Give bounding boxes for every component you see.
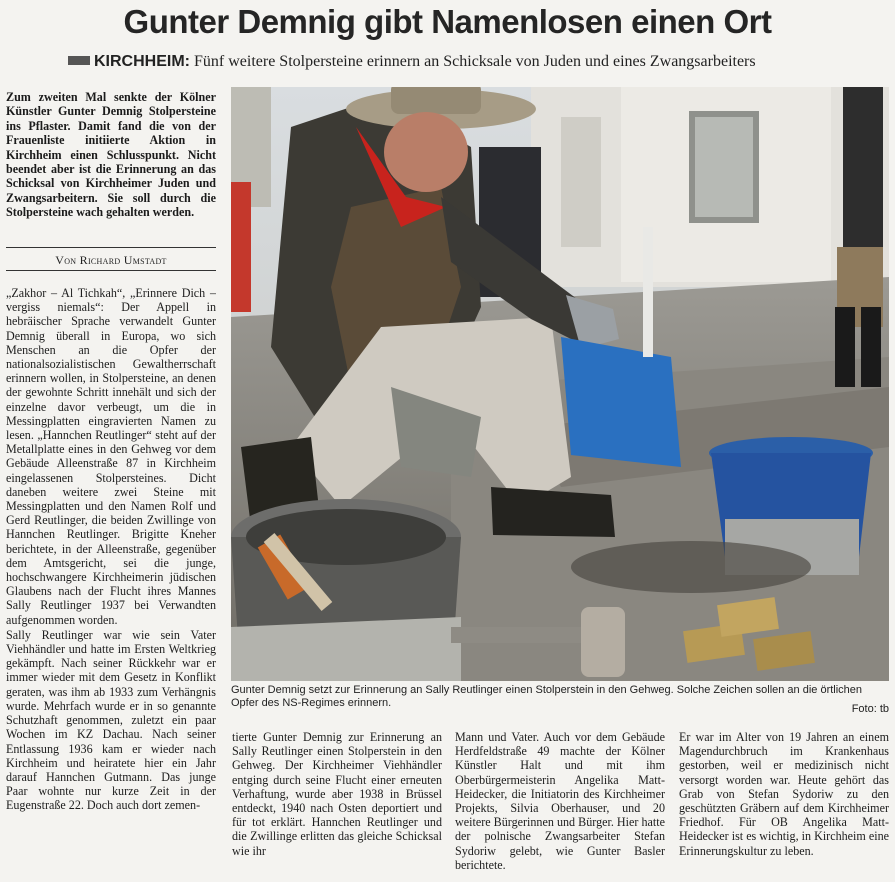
article-photo [231, 87, 889, 681]
paragraph: tierte Gunter Demnig zur Erinnerung an Sally Reutlinger einen Stolperstein in den Gehweg. Der Kirchheimer Viehhändler entging durch seine Flucht einer erneuten Verhaftung, wurde aber 1938 in Brüssel entdeckt, 1940 nach Osten deportiert und für tot erklärt. Hannchen Reutlinger und die Zwillinge erlitten das gleiche Schicksal wie ihr [232, 730, 442, 858]
paragraph: „Zakhor – Al Tichkah“, „Erinnere Dich – vergiss niemals“: Der Appell in hebräischer Sprache verwandelt Gunter Demnig überall in Europa, wo sich Menschen an die Opfer der nationalsozialistischen Gewaltherrschaft erinnern wollen, in Stolpersteine, an denen der gewohnte Schritt innehält und sich der einzelne davor verbeugt, um die in Messingplatten eingravierten Namen zu lesen. „Hannchen Reutlinger“ steht auf der Metallplatte eines in den Gehweg vor dem Gebäude Alleenstraße 87 in Kirchheim eingelassenen Stolpersteines. Dicht daneben weitere zwei Steine mit Messingplatten und den Namen Rolf und Gerd Reutlinger, die beiden Zwillinge von Hannchen Reutlinger. Brigitte Kneher berichtete, in der Alleenstraße, gegenüber dem Amtsgericht, sei die junge, hochschwangere Kirchheimerin jüdischen Glaubens nach der Flucht ihres Mannes Sally Reutlinger 1937 bei Verwandten aufgenommen worden. [6, 286, 216, 627]
subline-text: Fünf weitere Stolpersteine erinnern an Schicksale von Juden und eines Zwangsarbeiters [194, 53, 756, 70]
subline-place: KIRCHHEIM: [94, 53, 190, 70]
paragraph: Er war im Alter von 19 Jahren an einem Magendurchbruch im Krankenhaus gestorben, weil er medizinisch nicht versorgt worden war. Heute gehört das Grab von Stefan Sydoriw zu den geschützten Gräbern auf dem Kirchheimer Friedhof. Für OB Angelika Matt-Heidecker ist es wichtig, in Kirchheim eine Erinnerungskultur zu leben. [679, 730, 889, 858]
photo-illustration [231, 87, 889, 681]
text-column-4 [679, 730, 889, 882]
article-teaser: Zum zweiten Mal senkte der Kölner Künstler Gunter Demnig Stolpersteine ins Pflaster. Damit fand die von der Frauenliste initiierte Aktion in Kirchheim einen Schlusspunkt. Nicht beendet aber ist die Erinnerung an das Schicksal von Kirchheimer Juden und Zwangsarbeitern. Sie soll durch die Stolpersteine wach gehalten werden. [6, 90, 216, 220]
subline-marker [68, 56, 90, 65]
text-column-2 [232, 730, 442, 882]
paragraph: Mann und Vater. Auch vor dem Gebäude Herdfeldstraße 49 machte der Kölner Künstler Halt und mit ihm Oberbürgermeisterin Angelika Matt-Heidecker, die Initiatorin des Kirchheimer Projekts, Silvia Oberhauser, und 20 weitere Bürgerinnen und Bürger. Hier hatte der polnische Zwangsarbeiter Stefan Sydoriw gelebt, wie Gunter Basler berichtete. [455, 730, 665, 872]
paragraph: Sally Reutlinger war wie sein Vater Viehhändler und hatte im Ersten Weltkrieg gekämpft. Nach seiner Rückkehr war er immer wieder mit dem Gesetz in Konflikt geraten, was ihm ab 1933 zum Verhängnis wurde. Mehrfach wurde er in so genannte Schutzhaft genommen, zuletzt ein paar Wochen im KZ Dachau. Nach seiner Entlassung 1936 kam er wieder nach Kirchheim und heiratete hier ein Jahr darauf Hannchen Gutmann. Das junge Paar wohnte nur kurze Zeit in der Eugenstraße 22. Doch auch dort zemen- [6, 627, 216, 813]
byline-rule-bottom [6, 270, 216, 271]
article-subline [68, 52, 858, 72]
text-column-1 [6, 286, 216, 882]
byline-rule-top [6, 247, 216, 248]
photo-caption: Gunter Demnig setzt zur Erinnerung an Sally Reutlinger einen Stolperstein in den Gehweg. Solche Zeichen sollen an die örtlichen Opfer des NS-Regimes erinnern. [231, 684, 863, 709]
text-column-3 [455, 730, 665, 882]
article-headline: Gunter Demnig gibt Namenlosen einen Ort [123, 3, 772, 40]
article-byline: Von Richard Umstadt [55, 253, 167, 267]
photo-credit: Foto: tb [851, 703, 889, 715]
